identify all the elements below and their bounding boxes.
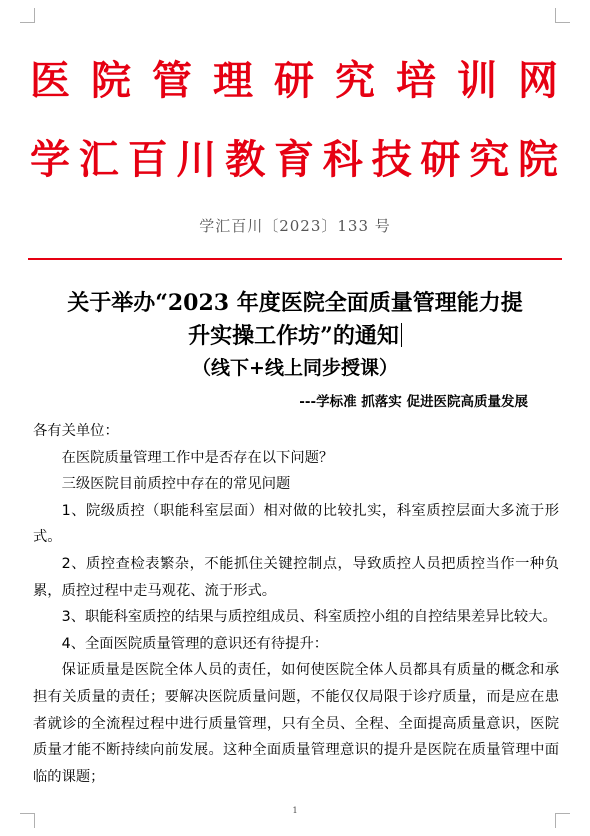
crop-mark-bottom-right (555, 813, 570, 828)
text-cursor (401, 323, 402, 347)
document-subtitle: （线下+线上同步授课） (192, 357, 398, 379)
document-title-line-2-text: 升实操工作坊”的通知 (188, 323, 399, 349)
document-slogan: ---学标准 抓落实 促进医院高质量发展 (299, 394, 528, 410)
issuer-name-1: 医院管理研究培训网 (30, 58, 560, 104)
paragraph: 保证质量是医院全体人员的责任，如何使医院全体人员都具有质量的概念和承担有关质量的责任；要解决医院质量问题，不能仅仅局限于诊疗质量，而是应在患者就诊的全流程过程中进行质量管理，只有全员、全程、全面提高质量意识，医院质量才能不断持续向前发展。这种全面质量管理意识的提升是医院在质量管理中面临的课题； (33, 662, 559, 785)
paragraph: 在医院质量管理工作中是否存在以下问题？ (61, 449, 334, 466)
header-red-rule (28, 258, 562, 260)
crop-mark-bottom-left (20, 813, 35, 828)
salutation: 各有关单位： (33, 423, 119, 439)
document-title-line-1: 关于举办“2023 年度医院全面质量管理能力提 (67, 290, 523, 316)
page-number: 1 (292, 806, 298, 815)
document-body[interactable] (33, 418, 559, 790)
crop-mark-top-right (555, 8, 570, 23)
crop-mark-top-left (20, 8, 35, 23)
document-number: 学汇百川〔2023〕133 号 (199, 217, 391, 235)
document-title-line-2[interactable] (28, 321, 562, 351)
paragraph: 1、院级质控（职能科室层面）相对做的比较扎实，科室质控层面大多流于形式。 (33, 502, 559, 546)
issuer-name-2: 学汇百川教育科技研究院 (30, 137, 560, 183)
paragraph: 4、全面医院质量管理的意识还有待提升： (61, 635, 329, 652)
paragraph: 3、职能科室质控的结果与质控组成员、科室质控小组的自控结果差异比较大。 (61, 609, 557, 626)
paragraph: 2、质控查检表繁杂，不能抓住关键控制点，导致质控人员把质控当作一种负累，质控过程中走马观花、流于形式。 (33, 555, 559, 599)
paragraph: 三级医院目前质控中存在的常见问题 (61, 476, 291, 493)
